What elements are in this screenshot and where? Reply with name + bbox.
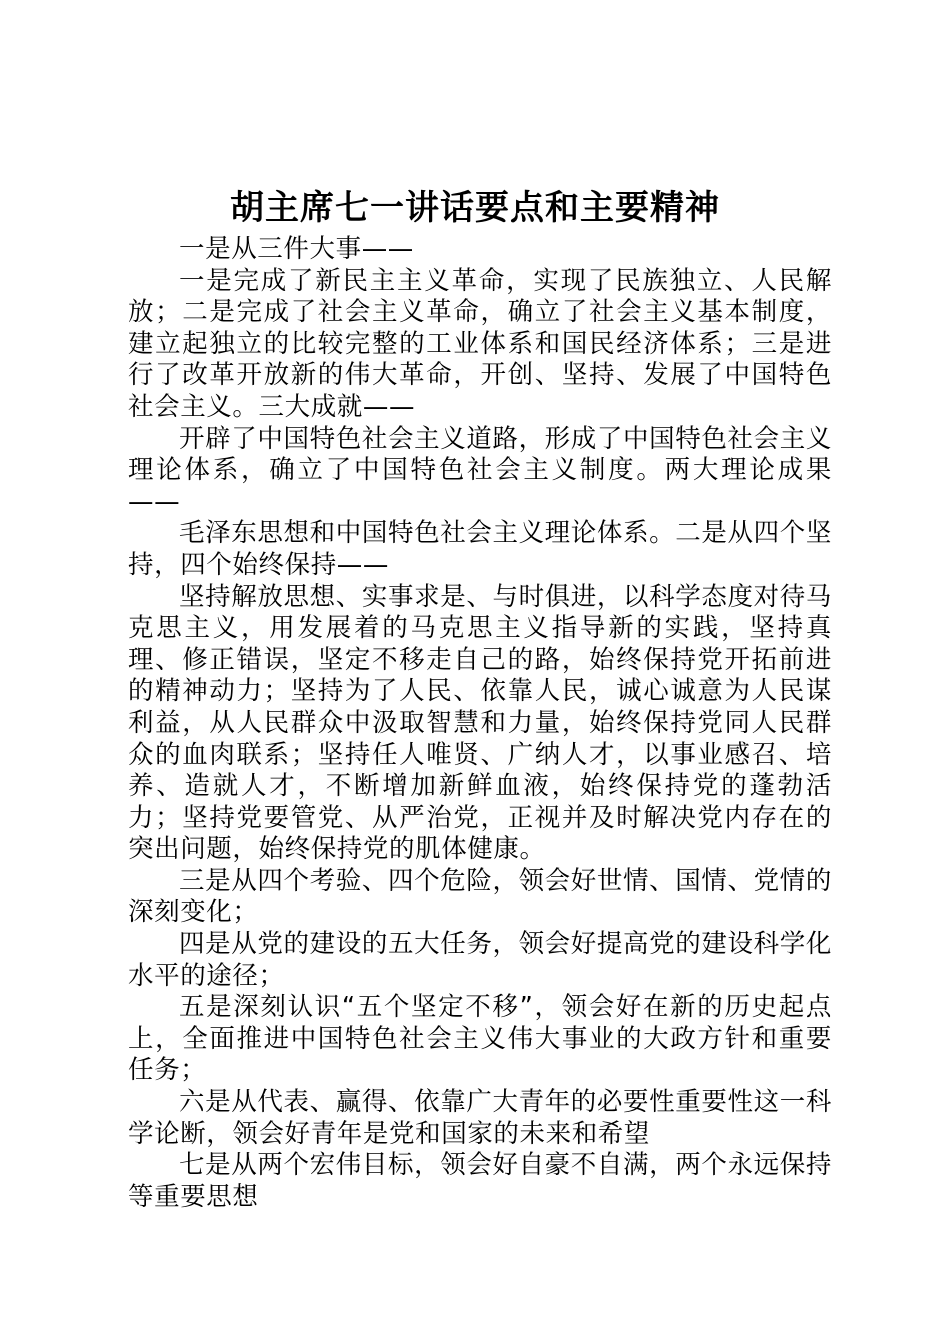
paragraph: 开辟了中国特色社会主义道路，形成了中国特色社会主义理论体系，确立了中国特色社会主义制度。两大理论成果—— (128, 423, 832, 517)
paragraph: 毛泽东思想和中国特色社会主义理论体系。二是从四个坚持，四个始终保持—— (128, 518, 832, 580)
paragraph: 三是从四个考验、四个危险，领会好世情、国情、党情的深刻变化； (128, 865, 832, 928)
paragraph: 坚持解放思想、实事求是、与时俱进，以科学态度对待马克思主义，用发展着的马克思主义指导新的实践，坚持真理、修正错误，坚定不移走自己的路，始终保持党开拓前进的精神动力；坚持为了人民、依靠人民，诚心诚意为人民谋利益，从人民群众中汲取智慧和力量，始终保持党同人民群众的血肉联系；坚持任人唯贤、广纳人才，以事业感召、培养、造就人才，不断增加新鲜血液，始终保持党的蓬勃活力；坚持党要管党、从严治党，正视并及时解决党内存在的突出问题，始终保持党的肌体健康。 (128, 581, 832, 865)
document-title: 胡主席七一讲话要点和主要精神 (230, 188, 720, 228)
paragraph: 四是从党的建设的五大任务，领会好提高党的建设科学化水平的途径； (128, 929, 832, 991)
paragraph: 一是从三件大事—— (179, 234, 414, 264)
paragraph: 六是从代表、赢得、依靠广大青年的必要性重要性这一科学论断，领会好青年是党和国家的未来和希望 (128, 1087, 832, 1149)
paragraph: 七是从两个宏伟目标，领会好自豪不自满，两个永远保持等重要思想 (128, 1150, 832, 1212)
paragraph: 一是完成了新民主主义革命，实现了民族独立、人民解放；二是完成了社会主义革命，确立了社会主义基本制度，建立起独立的比较完整的工业体系和国民经济体系；三是进行了改革开放新的伟大革命，开创、坚持、发展了中国特色社会主义。三大成就—— (128, 265, 832, 422)
paragraph: 五是深刻认识“五个坚定不移”，领会好在新的历史起点上，全面推进中国特色社会主义伟大事业的大政方针和重要任务； (128, 992, 832, 1086)
document-body (128, 234, 832, 1213)
